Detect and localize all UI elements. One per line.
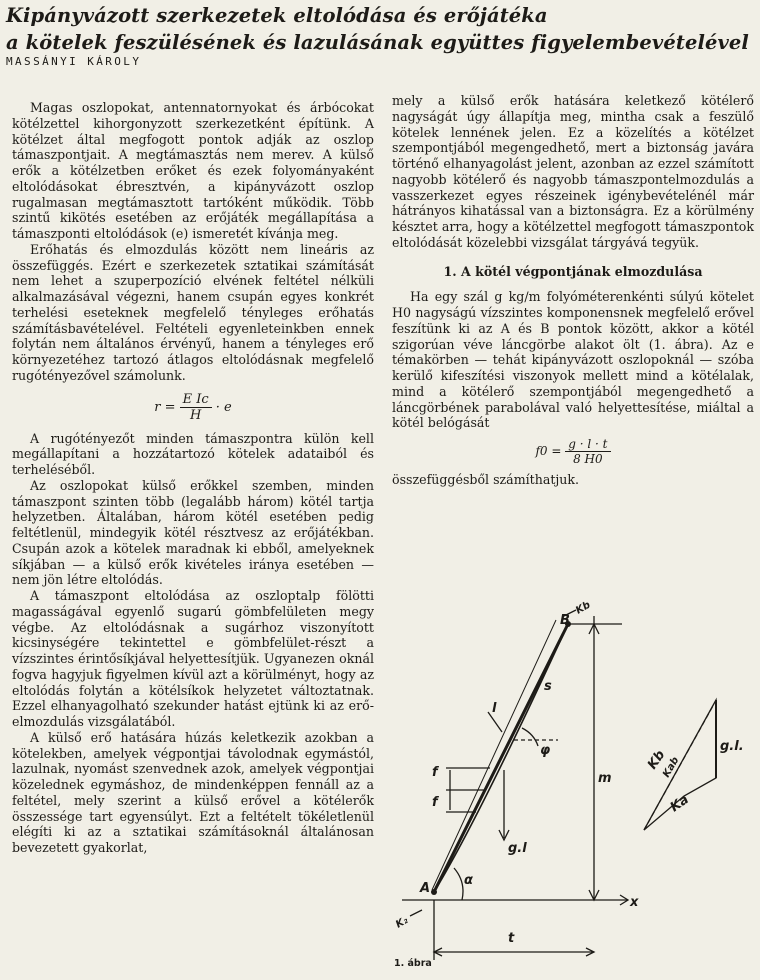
author-name: MASSÁNYI KÁROLY	[6, 55, 142, 68]
left-column	[12, 100, 374, 856]
paragraph: mely a külső erők hatására keletkező kötélerő nagyságát úgy állapítja meg, mintha csak a feszülő kötelek lennének jelen. Ez a közelítés a kötélzet szempontjából megengedhető, mert a biztonság javára történő elhanyagolást jelent, azonban az ezzel számított nagyobb kötélerő és nagyobb támaszpontelmozdulás a vasszerkezet egyes részeinek igénybevételénél már hátrányos kihatással van a biztonságra. Ez a körülmény késztet arra, hogy a kötélzettel megfogott támaszpontok eltolódását közelebbi vizsgálat tárgyává tegyük.	[392, 93, 754, 250]
paragraph: Erőhatás és elmozdulás között nem lineáris az összefüggés. Ezért e szerkezetek sztatikai számítását nem lehet a szuperpozíció elvének feltétel nélküli alkalmazásával végezni, hanem csupán egyes konkrét terhelési eseteknek megfelelő tényleges erőhatás számításbavételével. Feltételi egyenleteinkben ennek folytán nem általános érvényű, hanem a tényleges erő környezetéhez tartozó átlagos eltolódásnak megfelelő rugótényezővel számolunk.	[12, 241, 374, 383]
label-t: t	[508, 931, 515, 946]
point-a-dot	[431, 889, 437, 895]
paragraph: A külső erő hatására húzás keletkezik azokban a kötelekben, amelyek végpontjai távolodnak egymástól, lazulnak, nyomást szenvednek azok, amelyek végpontjai közelednek egymáshoz, de mindenképpen fennáll az a feltétel, mely szerint a külső erővel a kötélerők összessége tart egyensúlyt. Ezt a feltételt tökéletlenül elégíti ki az a sztatikai számításoknál általánosan bevezetett gyakorlat,	[12, 729, 374, 855]
label-f-1: f	[432, 765, 438, 780]
label-gl: g.l	[508, 841, 527, 856]
paragraph: Az oszlopokat külső erőkkel szemben, minden támaszpont szinten több (legalább három) kötél tartja helyzetben. Általában, három kötél esetében pedig feltétlenül, mindegyik kötél résztvesz az erőjátékban. Csupán azok a kötelek maradnak ki ebből, amelyeknek síkjában — a külső erők kivételes iránya esetében — nem jön létre eltolódás.	[12, 477, 374, 588]
label-ka: Ka	[667, 792, 692, 816]
label-m: m	[598, 771, 612, 786]
figure-cable-geometry	[392, 600, 756, 976]
label-ka-bottom: K₂	[394, 915, 411, 931]
cable-diagram	[392, 600, 756, 976]
label-B: B	[560, 613, 570, 628]
equation-numerator: g · l · t	[565, 437, 610, 452]
paragraph: Ha egy szál g kg/m folyóméterenkénti súlyú kötelet H0 nagyságú vízszintes komponensnek megfelelő erővel feszítünk ki az A és B pontok között, akkor a kötél szigorúan véve láncgörbe alakot ölt (1. ábra). Az e témakörben — tehát kipányvázott oszlopoknál — szóba kerülő kifeszítési viszonyok mellett mind a kötélalak, mind a kötélerő szempontjából megengedhető a láncgörbének parabolával való helyettesítése, miáltal a kötél belógását	[392, 289, 754, 431]
label-kb: Kb	[644, 747, 669, 773]
label-A: A	[420, 881, 431, 896]
equation-numerator: E Ic	[180, 392, 212, 408]
label-gl-force: g.l.	[720, 739, 744, 754]
equation-denominator: H	[189, 407, 202, 423]
label-kab: Kab	[661, 755, 682, 780]
cable-line	[432, 620, 556, 890]
cable-chord	[434, 624, 568, 892]
label-x: x	[630, 895, 639, 910]
equation-denominator: 8 H0	[573, 452, 603, 466]
article-title	[6, 2, 754, 56]
label-s: s	[544, 679, 552, 694]
figure-caption: 1. ábra	[394, 958, 432, 969]
equation-sag: f0 = $\frac{g \cdot l \cdot t}{8 H0}$	[392, 437, 754, 466]
label-phi: φ	[540, 743, 551, 758]
phi-arc	[522, 728, 538, 746]
section-heading: 1. A kötél végpontjának elmozdulása	[443, 263, 703, 279]
paragraph: összefüggésből számíthatjuk.	[392, 472, 580, 487]
title-line-2: a kötelek feszülésének és lazulásának együttes figyelembevételével	[6, 31, 749, 54]
a-tick	[410, 910, 422, 916]
right-column	[392, 93, 754, 488]
label-alpha: α	[464, 873, 473, 888]
paragraph: A támaszpont eltolódása az oszloptalp fölötti magasságával egyenlő sugarú gömbfelületen megy végbe. Az eltolódásnak a sugárhoz viszonyított kicsinységére tekintettel e gömbfelület-részt a vízszintes érintősíkjával helyettesítjük. Ugyanezen oknál fogva hagyjuk figyelmen kívül azt a körülményt, hogy az eltolódás folytán a kötélsíkok helyzetet változtatnak. Ezzel elhanyagolható szekunder hatást ejtünk ki az erő-elmozdulás vizsgálatából.	[12, 588, 374, 729]
label-f-2: f	[432, 795, 438, 810]
title-line-1: Kipányvázott szerkezetek eltolódása és erőjátéka	[6, 4, 548, 27]
alpha-arc	[454, 868, 463, 900]
equation-spring-factor: r = $\frac{\text{E Ic}}{H}$ · e	[154, 391, 232, 423]
paragraph: Magas oszlopokat, antennatornyokat és árbócokat kötélzettel kihorgonyzott szerkezetként építünk. A kötélzet által megfogott pontok adják az oszlop támaszpontjait. A megtámasztás nem merev. A külső erők a kötélzetben erőket és ezek folyományaként eltolódásokat ébresztvén, a kipányvázott oszlop rugalmasan megtámasztott tartóként működik. Több szintű kikötés esetében az erőjáték megállapítása a támaszponti eltolódások (e) ismeretét kívánja meg.	[12, 100, 374, 241]
label-kb-top: Kb	[574, 600, 593, 617]
label-l: l	[492, 701, 497, 716]
paragraph: A rugótényezőt minden támaszpontra külön kell megállapítani a hozzátartozó kötelek adataiból és terheléséből.	[12, 430, 374, 477]
